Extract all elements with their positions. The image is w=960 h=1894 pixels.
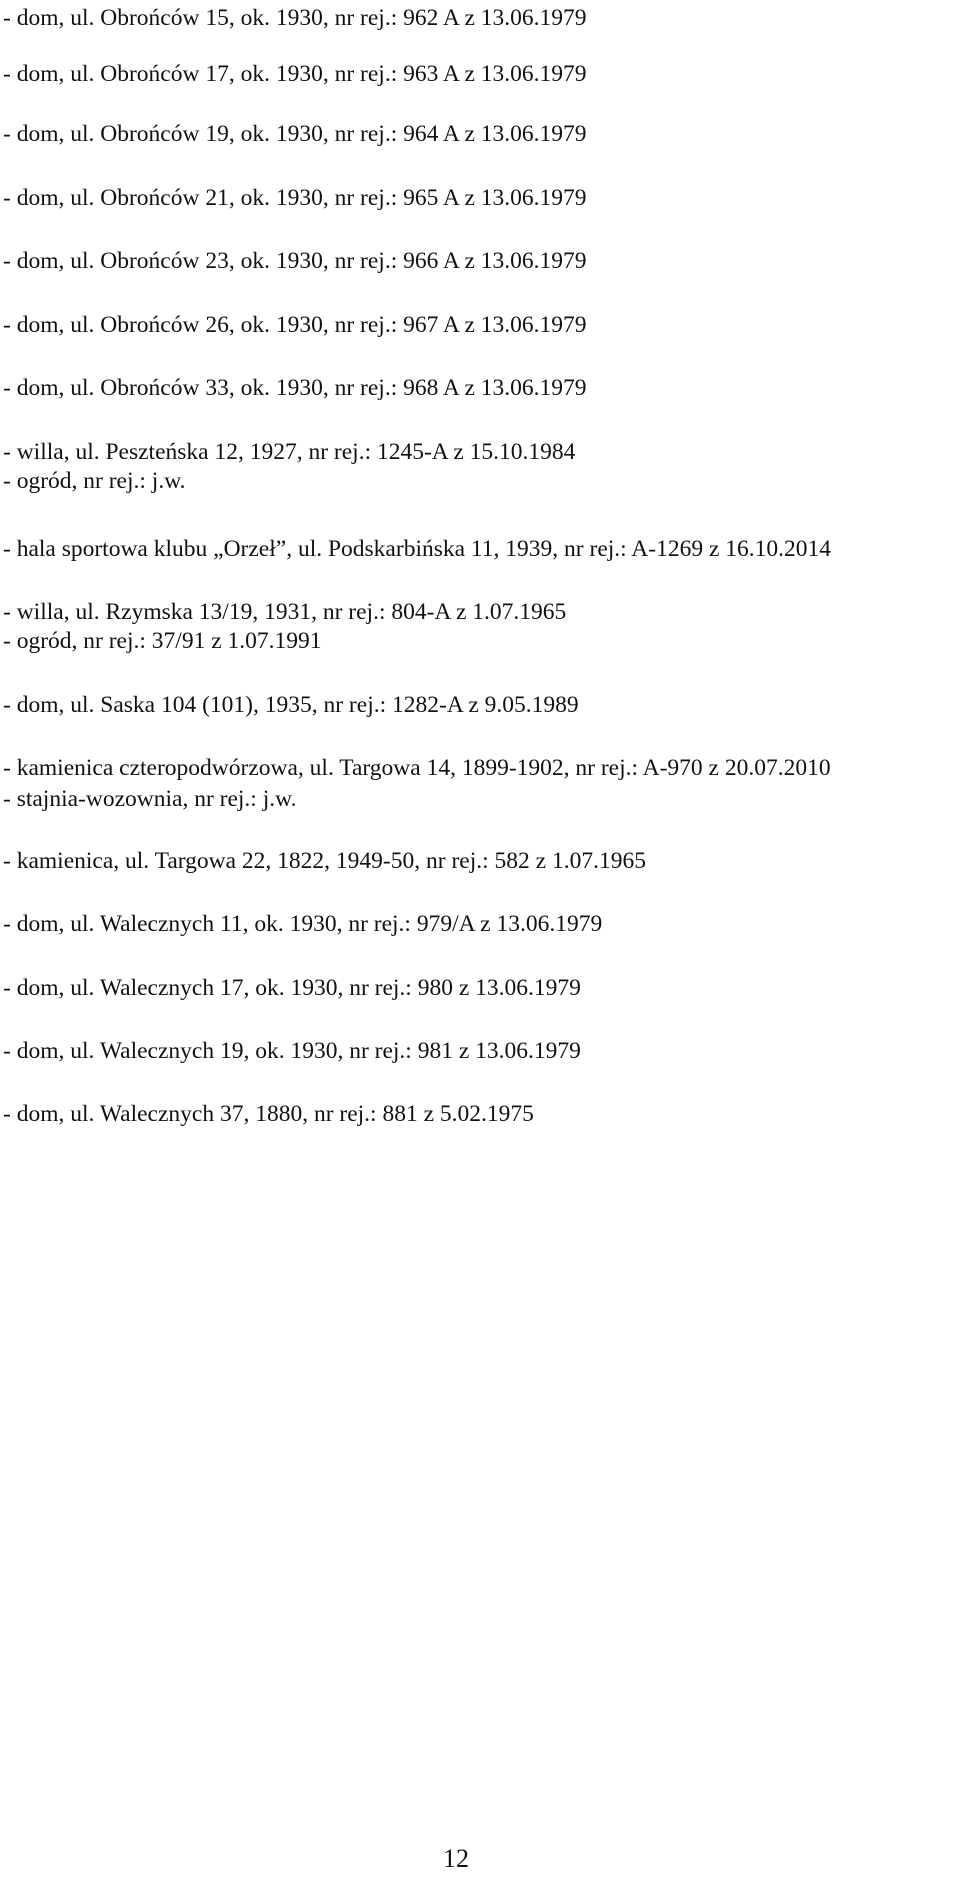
list-item: - stajnia-wozownia, nr rej.: j.w. [3, 786, 297, 812]
list-item: - dom, ul. Obrońców 19, ok. 1930, nr rej.: 964 A z 13.06.1979 [3, 121, 587, 147]
list-item: - kamienica, ul. Targowa 22, 1822, 1949-50, nr rej.: 582 z 1.07.1965 [3, 848, 646, 874]
page-number: 12 [443, 1844, 469, 1873]
list-item: - dom, ul. Obrońców 33, ok. 1930, nr rej.: 968 A z 13.06.1979 [3, 375, 587, 401]
list-item: - dom, ul. Obrońców 26, ok. 1930, nr rej.: 967 A z 13.06.1979 [3, 312, 587, 338]
list-item: - ogród, nr rej.: 37/91 z 1.07.1991 [3, 628, 322, 654]
list-item: - dom, ul. Walecznych 19, ok. 1930, nr rej.: 981 z 13.06.1979 [3, 1038, 581, 1064]
list-item: - dom, ul. Walecznych 11, ok. 1930, nr rej.: 979/A z 13.06.1979 [3, 911, 603, 937]
list-item: - dom, ul. Obrońców 17, ok. 1930, nr rej.: 963 A z 13.06.1979 [3, 61, 587, 87]
list-item: - dom, ul. Walecznych 17, ok. 1930, nr rej.: 980 z 13.06.1979 [3, 975, 581, 1001]
list-item: - dom, ul. Saska 104 (101), 1935, nr rej.: 1282-A z 9.05.1989 [3, 692, 579, 718]
list-item: - dom, ul. Obrońców 21, ok. 1930, nr rej.: 965 A z 13.06.1979 [3, 185, 587, 211]
list-item: - willa, ul. Rzymska 13/19, 1931, nr rej.: 804-A z 1.07.1965 [3, 599, 567, 625]
list-item: - dom, ul. Obrońców 23, ok. 1930, nr rej.: 966 A z 13.06.1979 [3, 248, 587, 274]
list-item: - ogród, nr rej.: j.w. [3, 468, 186, 494]
list-item: - dom, ul. Obrońców 15, ok. 1930, nr rej.: 962 A z 13.06.1979 [3, 5, 587, 31]
list-item: - hala sportowa klubu „Orzeł”, ul. Podskarbińska 11, 1939, nr rej.: A-1269 z 16.10.2014 [3, 536, 831, 562]
list-item: - dom, ul. Walecznych 37, 1880, nr rej.: 881 z 5.02.1975 [3, 1101, 534, 1127]
list-item: - willa, ul. Peszteńska 12, 1927, nr rej.: 1245-A z 15.10.1984 [3, 439, 576, 465]
list-item: - kamienica czteropodwórzowa, ul. Targowa 14, 1899-1902, nr rej.: A-970 z 20.07.2010 [3, 755, 831, 781]
